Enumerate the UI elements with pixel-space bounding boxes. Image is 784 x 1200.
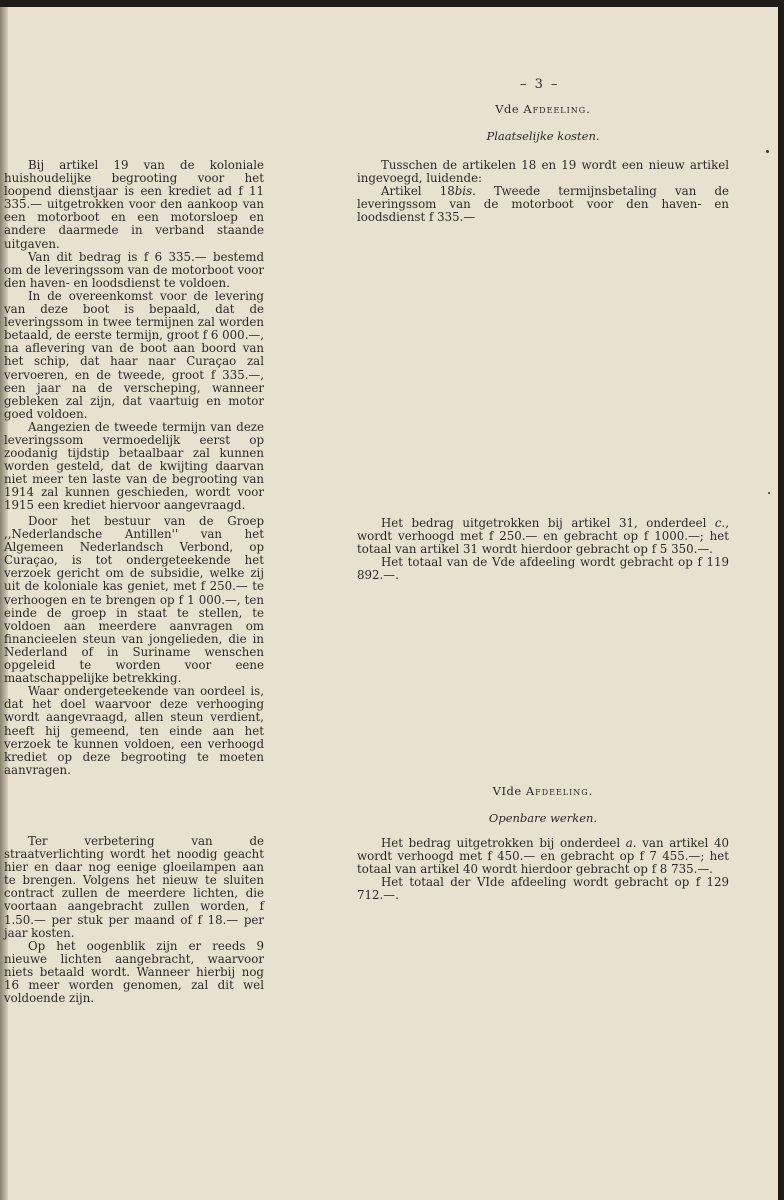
section-subheading-vide: Openbare werken.	[488, 811, 598, 825]
left-block-motorboot	[4, 159, 264, 513]
margin-speck	[766, 150, 769, 153]
paragraph: Het totaal der VIde afdeeling wordt gebracht op f 129 712.—.	[357, 875, 729, 903]
left-block-verbond	[4, 515, 264, 777]
margin-speck	[768, 492, 770, 494]
right-block-artikel-18bis	[357, 159, 729, 224]
paragraph: Het totaal van de Vde afdeeling wordt gebracht op f 119 892.—.	[357, 555, 729, 583]
section-heading-vide: VIde Afdeeling.	[492, 784, 594, 798]
right-block-artikel-40	[357, 837, 729, 902]
document-page	[0, 7, 778, 1200]
paragraph: Bij artikel 19 van de koloniale huishoudelijke begrooting voor het loopend dienstjaar is een krediet ad f 11 335.— uitgetrokken voor den aankoop van een motorboot en een motorsloep en andere daarmede in verband staande uitgaven.	[4, 158, 264, 251]
section-subheading-vde: Plaatselijke kosten.	[486, 129, 600, 143]
section-heading-vde: Vde Afdeeling.	[495, 102, 591, 116]
paragraph: In de overeenkomst voor de levering van deze boot is bepaald, dat de leveringssom in twee termijnen zal worden betaald, de eerste termijn, groot f 6 000.—, na aflevering van de boot aan boord van het schip, dat haar naar Curaçao zal vervoeren, en de tweede, groot f 335.—, een jaar na de verscheping, wanneer gebleken zal zijn, dat vaartuig en motor goed voldoen.	[4, 288, 264, 421]
paragraph: Waar ondergeteekende van oordeel is, dat het doel waarvoor deze verhooging wordt aangevraagd, allen steun verdient, heeft hij gemeend, ten einde aan het verzoek te kunnen voldoen, een verhoogd krediet op deze begrooting te moeten aanvragen.	[4, 684, 264, 777]
paragraph: Van dit bedrag is f 6 335.— bestemd om de leveringssom van de motorboot voor den haven- en loodsdienst te voldoen.	[4, 249, 264, 290]
paragraph: Artikel 18bis. Tweede termijnsbetaling van de leveringssom van de motorboot voor den haven- en loodsdienst f 335.—	[357, 184, 729, 225]
paragraph: Ter verbetering van de straatverlichting wordt het noodig geacht hier en daar nog eenige gloeilampen aan te brengen. Volgens het nieuw te sluiten contract zullen de meerdere lichten, die voortaan aangebracht zullen worden, f 1.50.— per stuk per maand of f 18.— per jaar kosten.	[4, 834, 264, 940]
paragraph: Tusschen de artikelen 18 en 19 wordt een nieuw artikel ingevoegd, luidende:	[357, 158, 729, 186]
paragraph: Het bedrag uitgetrokken bij onderdeel a. van artikel 40 wordt verhoogd met f 450.— en gebracht op f 7 455.—; het totaal van artikel 40 wordt hierdoor gebracht op f 8 735.—.	[357, 836, 729, 877]
left-block-straatverlichting	[4, 835, 264, 1005]
paragraph: Op het oogenblik zijn er reeds 9 nieuwe lichten aangebracht, waarvoor niets betaald wordt. Wanneer hierbij nog 16 meer worden genomen, zal dit wel voldoende zijn.	[4, 938, 264, 1006]
right-block-artikel-31	[357, 517, 729, 582]
page-number: – 3 –	[520, 77, 560, 92]
paragraph: Door het bestuur van de Groep ,,Nederlandsche Antillen'' van het Algemeen Nederlandsch Verbond, op Curaçao, is tot ondergeteekende het verzoek gericht om de subsidie, welke zij uit de koloniale kas geniet, met f 250.— te verhoogen en te brengen op f 1 000.—, ten einde de groep in staat te stellen, te voldoen aan meerdere aanvragen om financieelen steun van jongelieden, die in Nederland of in Suriname wenschen opgeleid te worden voor eene maatschappelijke betrekking.	[4, 514, 264, 686]
paragraph: Aangezien de tweede termijn van deze leveringssom vermoedelijk eerst op zoodanig tijdstip betaalbaar zal kunnen worden gesteld, dat de kwijting daarvan niet meer ten laste van de begrooting van 1914 zal kunnen geschieden, wordt voor 1915 een krediet hiervoor aangevraagd.	[4, 419, 264, 513]
paragraph: Het bedrag uitgetrokken bij artikel 31, onderdeel c., wordt verhoogd met f 250.— en gebracht op f 1000.—; het totaal van artikel 31 wordt hierdoor gebracht op f 5 350.—.	[357, 516, 729, 557]
